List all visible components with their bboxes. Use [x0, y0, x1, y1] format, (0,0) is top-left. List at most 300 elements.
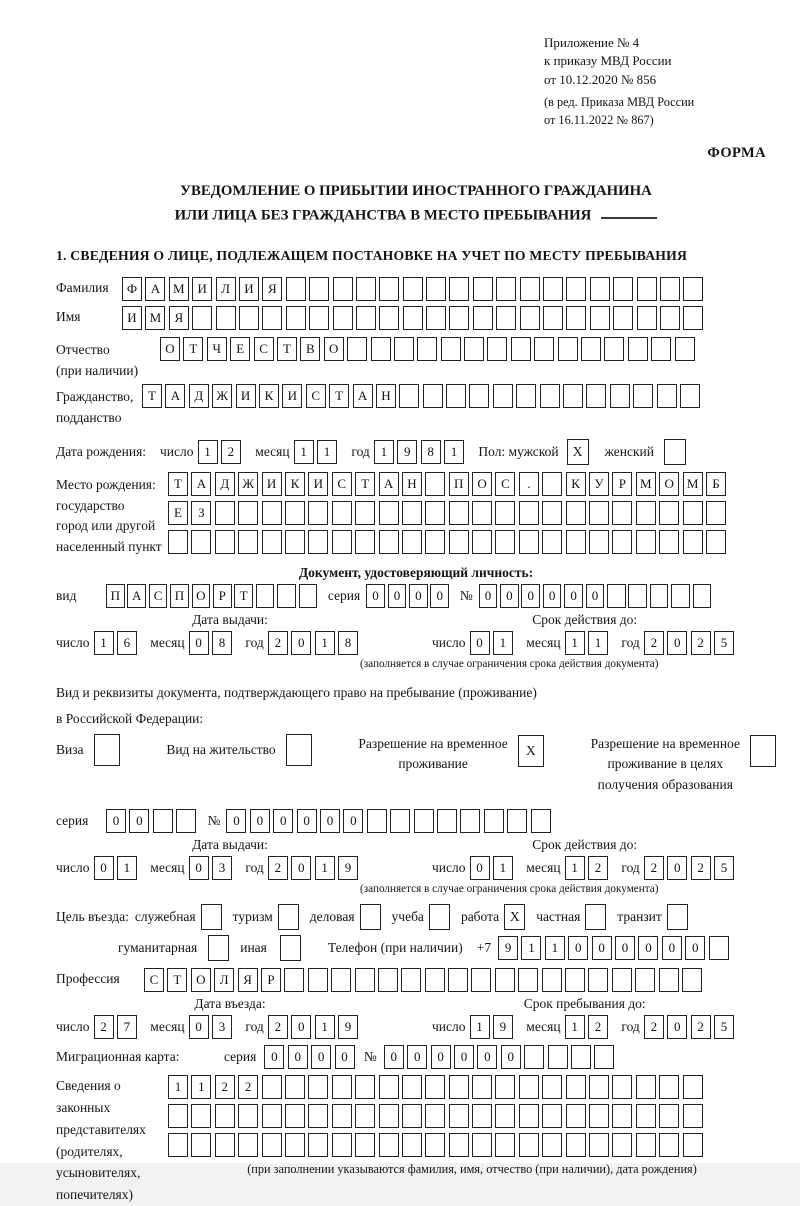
char-cell	[594, 1045, 614, 1069]
char-cell	[590, 306, 610, 330]
temp-residence-education-checkbox	[750, 735, 776, 767]
char-cell	[495, 501, 515, 525]
char-cell: 2	[644, 856, 664, 880]
char-cell	[448, 968, 468, 992]
char-cell: 0	[667, 856, 687, 880]
char-cell: Т	[355, 472, 375, 496]
profession-label: Профессия	[56, 970, 120, 986]
month-label: месяц	[526, 859, 561, 875]
char-cell: З	[191, 501, 211, 525]
patronymic-row	[56, 337, 776, 382]
representatives-cells-row3	[168, 1133, 776, 1157]
char-cell	[262, 501, 282, 525]
char-cell	[542, 1075, 562, 1099]
char-cell: М	[145, 306, 165, 330]
day-label: число	[56, 859, 90, 875]
temp-residence-checkbox: X	[518, 735, 544, 767]
char-cell	[604, 337, 624, 361]
char-cell	[660, 306, 680, 330]
representatives-label-line1: Сведения о	[56, 1077, 121, 1093]
migration-series-label: серия	[224, 1048, 257, 1064]
year-label: год	[621, 634, 640, 650]
stay-month-cells	[565, 1015, 612, 1039]
char-cell	[659, 1133, 679, 1157]
char-cell	[285, 1075, 305, 1099]
char-cell: М	[636, 472, 656, 496]
char-cell	[520, 306, 540, 330]
char-cell: 2	[588, 1015, 608, 1039]
char-cell	[633, 384, 653, 408]
option-residence-permit	[166, 734, 311, 766]
char-cell: 9	[338, 856, 358, 880]
char-cell: 0	[288, 1045, 308, 1069]
char-cell: С	[144, 968, 164, 992]
char-cell: О	[324, 337, 344, 361]
purpose-work	[461, 904, 525, 930]
purpose-transit-label: транзит	[617, 908, 662, 924]
identity-issue-group	[56, 631, 404, 655]
char-cell: 1	[94, 631, 114, 655]
char-cell: Т	[167, 968, 187, 992]
month-label: месяц	[150, 634, 185, 650]
char-cell	[519, 1075, 539, 1099]
identity-doc-dates	[56, 612, 776, 670]
char-cell: 0	[189, 856, 209, 880]
identity-issue-day-cells	[94, 631, 141, 655]
revision-line: (в ред. Приказа МВД России	[544, 95, 695, 110]
char-cell	[628, 584, 647, 608]
char-cell: 0	[592, 936, 612, 960]
char-cell	[484, 809, 504, 833]
char-cell	[495, 968, 515, 992]
temp-residence-education-label	[591, 734, 740, 795]
char-cell	[637, 277, 657, 301]
char-cell: 2	[588, 856, 608, 880]
char-cell	[472, 1104, 492, 1128]
char-cell: А	[165, 384, 185, 408]
birth-year-cells	[374, 440, 468, 464]
char-cell	[238, 501, 258, 525]
char-cell: Т	[277, 337, 297, 361]
char-cell: Ф	[122, 277, 142, 301]
char-cell: В	[300, 337, 320, 361]
stay-until-col	[432, 996, 737, 1039]
char-cell: 0	[291, 856, 311, 880]
purpose-humanitarian	[118, 935, 229, 961]
char-cell	[437, 809, 457, 833]
entry-day-cells	[94, 1015, 141, 1039]
char-cell: 9	[397, 440, 417, 464]
char-cell	[402, 501, 422, 525]
purpose-label: Цель въезда:	[56, 908, 129, 924]
identity-expiry-month-cells	[565, 631, 612, 655]
residence-expiry-heading: Срок действия до:	[532, 836, 638, 852]
char-cell	[566, 501, 586, 525]
char-cell	[683, 306, 703, 330]
char-cell	[168, 1104, 188, 1128]
char-cell: 0	[106, 809, 126, 833]
day-label: число	[432, 859, 466, 875]
char-cell	[628, 337, 648, 361]
residence-issue-month-cells	[189, 856, 236, 880]
char-cell	[333, 277, 353, 301]
temp-residence-label-line2: проживание	[398, 756, 468, 772]
char-cell	[403, 306, 423, 330]
char-cell	[543, 306, 563, 330]
char-cell: 2	[268, 631, 288, 655]
char-cell	[683, 1104, 703, 1128]
char-cell: Ч	[207, 337, 227, 361]
char-cell	[589, 530, 609, 554]
char-cell	[355, 1104, 375, 1128]
residence-issue-heading: Дата выдачи:	[192, 836, 268, 852]
entry-year-cells	[268, 1015, 362, 1039]
day-label: число	[432, 634, 466, 650]
char-cell	[332, 1133, 352, 1157]
char-cell	[571, 1045, 591, 1069]
char-cell	[683, 1075, 703, 1099]
char-cell: 1	[317, 440, 337, 464]
char-cell: А	[191, 472, 211, 496]
char-cell: И	[239, 277, 259, 301]
char-cell: 2	[644, 1015, 664, 1039]
char-cell	[379, 1133, 399, 1157]
char-cell: 1	[565, 856, 585, 880]
char-cell: 8	[421, 440, 441, 464]
year-label: год	[245, 859, 264, 875]
appendix-line: Приложение № 4	[544, 35, 640, 50]
char-cell: 0	[320, 809, 340, 833]
char-cell	[238, 530, 258, 554]
char-cell	[379, 530, 399, 554]
char-cell: Н	[402, 472, 422, 496]
char-cell	[610, 384, 630, 408]
appendix-block	[544, 34, 776, 129]
char-cell	[519, 1104, 539, 1128]
entry-date-col	[56, 996, 404, 1039]
char-cell: 1	[315, 856, 335, 880]
birthplace-row	[56, 472, 776, 559]
char-cell: Я	[238, 968, 258, 992]
char-cell	[516, 384, 536, 408]
char-cell	[176, 809, 196, 833]
char-cell	[426, 277, 446, 301]
char-cell: 0	[470, 856, 490, 880]
char-cell	[581, 337, 601, 361]
char-cell: О	[472, 472, 492, 496]
residence-expiry-year-cells	[644, 856, 738, 880]
char-cell	[542, 472, 562, 496]
char-cell	[636, 1075, 656, 1099]
char-cell	[355, 1133, 375, 1157]
char-cell: 0	[615, 936, 635, 960]
char-cell: 0	[586, 584, 605, 608]
migration-number-cells	[384, 1045, 618, 1069]
section1-heading: 1. СВЕДЕНИЯ О ЛИЦЕ, ПОДЛЕЖАЩЕМ ПОСТАНОВКЕ НА УЧЕТ ПО МЕСТУ ПРЕБЫВАНИЯ	[56, 247, 688, 263]
char-cell	[680, 384, 700, 408]
patronymic-cells	[160, 337, 698, 361]
char-cell: Я	[169, 306, 189, 330]
purpose-tourism-label: туризм	[232, 908, 273, 924]
char-cell	[215, 530, 235, 554]
char-cell	[519, 530, 539, 554]
temp-residence-education-line3: получения образования	[597, 776, 733, 792]
representatives-cells-row1	[168, 1075, 776, 1099]
char-cell	[683, 530, 703, 554]
char-cell: 6	[117, 631, 137, 655]
char-cell: 8	[212, 631, 232, 655]
entry-date-group	[56, 1015, 404, 1039]
doc-series-label: серия	[327, 587, 361, 603]
year-label: год	[621, 1018, 640, 1034]
char-cell	[519, 501, 539, 525]
char-cell	[309, 277, 329, 301]
char-cell	[472, 530, 492, 554]
char-cell: О	[192, 584, 211, 608]
char-cell: 0	[273, 809, 293, 833]
char-cell	[675, 337, 695, 361]
month-label: месяц	[150, 859, 185, 875]
char-cell	[449, 306, 469, 330]
char-cell	[390, 809, 410, 833]
identity-expiry-note: (заполняется в случае ограничения срока действия документа)	[360, 657, 659, 670]
migration-card-row	[56, 1045, 776, 1069]
char-cell: Л	[214, 968, 234, 992]
citizenship-cells	[142, 384, 703, 408]
char-cell	[651, 337, 671, 361]
char-cell	[333, 306, 353, 330]
residence-expiry-month-cells	[565, 856, 612, 880]
char-cell: 1	[374, 440, 394, 464]
representatives-label-line4: (родителях,	[56, 1143, 123, 1159]
temp-residence-label	[358, 734, 507, 775]
residence-expiry-note: (заполняется в случае ограничения срока действия документа)	[360, 882, 659, 895]
char-cell	[542, 1133, 562, 1157]
char-cell	[425, 968, 445, 992]
char-cell	[589, 1133, 609, 1157]
char-cell: О	[659, 472, 679, 496]
char-cell: 0	[409, 584, 428, 608]
char-cell: 2	[238, 1075, 258, 1099]
char-cell	[659, 1075, 679, 1099]
day-label: число	[56, 634, 90, 650]
char-cell	[495, 1133, 515, 1157]
residence-issue-group	[56, 856, 404, 880]
residence-permit-options	[56, 734, 776, 795]
char-cell	[262, 1075, 282, 1099]
char-cell: .	[519, 472, 539, 496]
char-cell	[543, 277, 563, 301]
char-cell	[566, 1133, 586, 1157]
purpose-work-checkbox: X	[504, 904, 525, 930]
forma-label: ФОРМА	[707, 145, 766, 162]
char-cell	[371, 337, 391, 361]
birthplace-label-line1: Место рождения:	[56, 476, 156, 492]
char-cell: С	[149, 584, 168, 608]
char-cell	[379, 277, 399, 301]
purpose-work-label: работа	[460, 908, 500, 924]
char-cell: 0	[189, 1015, 209, 1039]
char-cell: Р	[261, 968, 281, 992]
char-cell	[540, 384, 560, 408]
char-cell	[308, 530, 328, 554]
char-cell	[308, 1075, 328, 1099]
char-cell: 0	[311, 1045, 331, 1069]
entry-month-cells	[189, 1015, 236, 1039]
char-cell: 1	[294, 440, 314, 464]
char-cell	[612, 1075, 632, 1099]
identity-expiry-col	[360, 611, 737, 670]
temp-residence-education-line2: проживание в целях	[607, 756, 724, 772]
visa-label: Виза	[56, 742, 84, 758]
char-cell	[534, 337, 554, 361]
char-cell	[507, 809, 527, 833]
form-title-line2-text: ИЛИ ЛИЦА БЕЗ ГРАЖДАНСТВА В МЕСТО ПРЕБЫВАНИЯ	[174, 207, 592, 224]
visa-checkbox	[94, 734, 120, 766]
char-cell: 0	[189, 631, 209, 655]
identity-issue-month-cells	[189, 631, 236, 655]
char-cell	[355, 530, 375, 554]
char-cell	[683, 501, 703, 525]
name-label: Имя	[56, 308, 81, 324]
char-cell: 0	[543, 584, 562, 608]
char-cell	[308, 501, 328, 525]
stay-year-cells	[644, 1015, 738, 1039]
birth-month-cells	[294, 440, 341, 464]
char-cell	[425, 1104, 445, 1128]
surname-cells	[122, 277, 707, 301]
residence-number-label: №	[207, 812, 221, 828]
char-cell: 0	[500, 584, 519, 608]
char-cell	[566, 530, 586, 554]
name-cells	[122, 306, 707, 330]
char-cell	[636, 530, 656, 554]
birth-row	[56, 439, 776, 465]
char-cell	[402, 1104, 422, 1128]
char-cell	[355, 501, 375, 525]
char-cell: 5	[714, 856, 734, 880]
char-cell	[414, 809, 434, 833]
representatives-cells-row2	[168, 1104, 776, 1128]
char-cell: И	[262, 472, 282, 496]
char-cell	[659, 501, 679, 525]
option-temp-residence-education	[591, 734, 776, 795]
char-cell	[216, 306, 236, 330]
residence-issue-year-cells	[268, 856, 362, 880]
char-cell	[524, 1045, 544, 1069]
purpose-tourism	[233, 904, 299, 930]
char-cell	[239, 306, 259, 330]
char-cell: С	[254, 337, 274, 361]
purpose-official-label: служебная	[134, 908, 196, 924]
char-cell: 1	[117, 856, 137, 880]
char-cell: 0	[662, 936, 682, 960]
char-cell: 3	[212, 1015, 232, 1039]
char-cell	[449, 277, 469, 301]
char-cell: И	[308, 472, 328, 496]
char-cell	[215, 501, 235, 525]
char-cell	[635, 968, 655, 992]
revision-block	[544, 94, 776, 129]
char-cell	[378, 968, 398, 992]
char-cell	[299, 584, 318, 608]
birthplace-cells-row2	[168, 501, 729, 525]
form-title	[56, 180, 776, 228]
char-cell	[682, 968, 702, 992]
char-cell: 0	[250, 809, 270, 833]
char-cell	[613, 277, 633, 301]
char-cell	[256, 584, 275, 608]
char-cell	[238, 1133, 258, 1157]
char-cell	[612, 1104, 632, 1128]
sex-female-checkbox	[664, 439, 686, 465]
char-cell: 5	[714, 631, 734, 655]
char-cell	[637, 306, 657, 330]
char-cell	[262, 306, 282, 330]
char-cell	[379, 1104, 399, 1128]
char-cell	[473, 306, 493, 330]
char-cell: 0	[470, 631, 490, 655]
char-cell: О	[160, 337, 180, 361]
char-cell	[660, 277, 680, 301]
doc-number-cells	[479, 584, 714, 608]
migration-number-label: №	[363, 1048, 377, 1064]
char-cell	[472, 501, 492, 525]
char-cell	[379, 306, 399, 330]
char-cell	[215, 1104, 235, 1128]
char-cell: 0	[431, 1045, 451, 1069]
char-cell	[693, 584, 712, 608]
char-cell	[367, 809, 387, 833]
char-cell	[449, 530, 469, 554]
purpose-transit	[617, 904, 688, 930]
char-cell: Б	[706, 472, 726, 496]
char-cell: К	[285, 472, 305, 496]
char-cell: М	[683, 472, 703, 496]
char-cell: 0	[264, 1045, 284, 1069]
char-cell: Н	[376, 384, 396, 408]
migration-card-label: Миграционная карта:	[56, 1048, 180, 1064]
residence-number-cells	[226, 809, 553, 833]
char-cell	[356, 277, 376, 301]
char-cell	[191, 1104, 211, 1128]
identity-expiry-day-cells	[470, 631, 517, 655]
char-cell	[636, 1133, 656, 1157]
stay-day-cells	[470, 1015, 517, 1039]
representatives-cells-block	[168, 1075, 776, 1206]
char-cell	[495, 1075, 515, 1099]
birthplace-label	[56, 472, 168, 559]
char-cell: 1	[168, 1075, 188, 1099]
char-cell: 1	[521, 936, 541, 960]
char-cell	[558, 337, 578, 361]
char-cell: О	[191, 968, 211, 992]
profession-row	[56, 968, 776, 992]
char-cell: А	[127, 584, 146, 608]
char-cell	[471, 968, 491, 992]
char-cell	[472, 1075, 492, 1099]
char-cell	[449, 501, 469, 525]
char-cell	[613, 306, 633, 330]
char-cell	[417, 337, 437, 361]
char-cell: Т	[329, 384, 349, 408]
purpose-row1	[56, 904, 776, 930]
char-cell: 0	[291, 631, 311, 655]
char-cell: 1	[493, 631, 513, 655]
birthplace-label-line4: населенный пункт	[56, 539, 162, 555]
char-cell: Ж	[238, 472, 258, 496]
title-blank-underline	[601, 204, 657, 219]
